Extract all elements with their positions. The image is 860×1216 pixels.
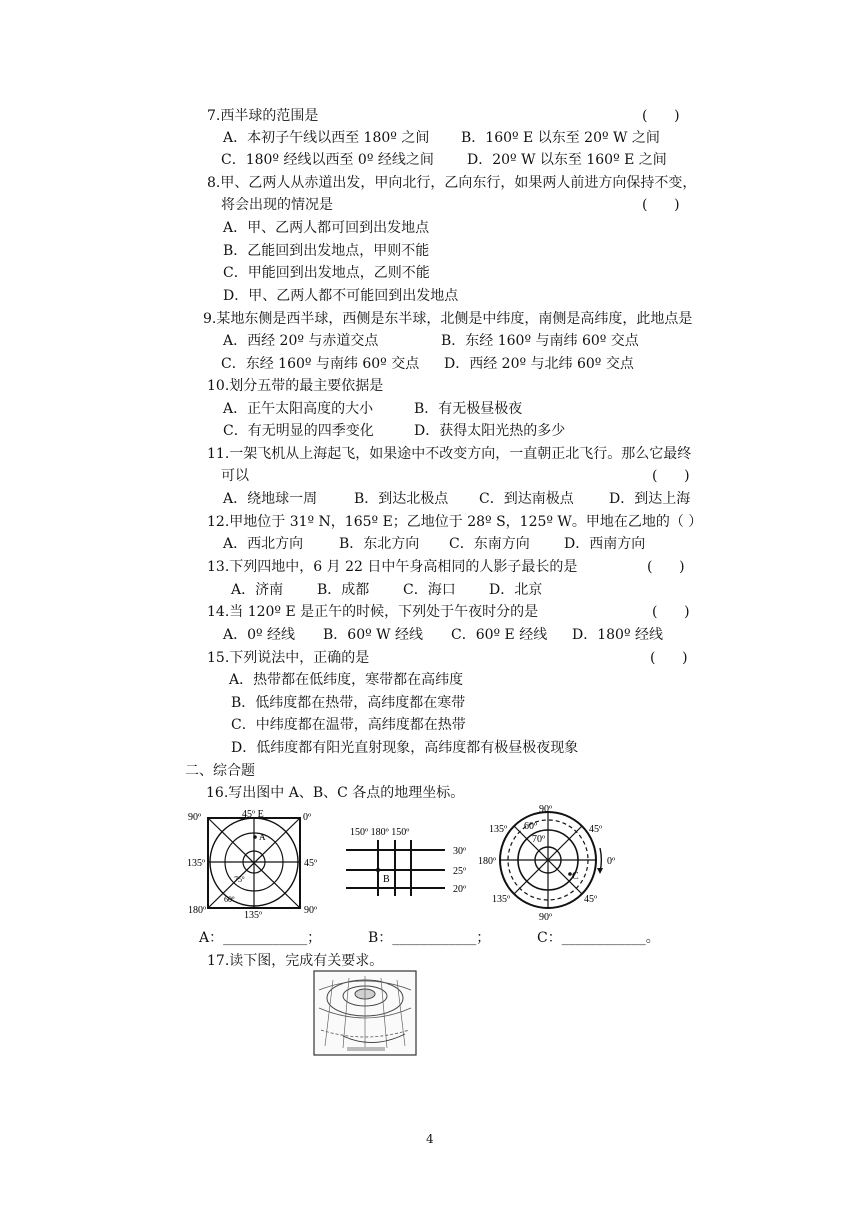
q13-option-d: D．北京 (489, 582, 543, 598)
q11-answer-paren[interactable]: ( ) (652, 468, 690, 484)
rotation-arrow-icon (597, 868, 603, 874)
q12-option-b: B．东北方向 (339, 536, 420, 552)
fig1-label-top: 45º E (242, 809, 264, 820)
q7-option-d: D．20º W 以东至 160º E 之间 (467, 152, 667, 168)
q16-answer-b[interactable]: B：____________； (368, 930, 491, 946)
q8-option-b: B．乙能回到出发地点，甲则不能 (223, 243, 430, 259)
point-b-dot (376, 868, 380, 872)
section-heading: 二、综合题 (185, 763, 255, 779)
q9-stem: 9.某地东侧是西半球，西侧是东半球，北侧是中纬度，南侧是高纬度，此地点是 (203, 311, 693, 327)
fig3-lat-70: 70º (532, 834, 546, 845)
fig3-label-top: 90º (539, 804, 553, 815)
q12-option-d: D．西南方向 (564, 536, 646, 552)
q11-stem-cont: 可以 (221, 468, 249, 484)
q10-stem: 10.划分五带的最主要依据是 (207, 378, 384, 394)
q11-option-c: C．到达南极点 (479, 491, 574, 507)
fig1-label-l: 135º (187, 858, 206, 869)
q11-stem: 11.一架飞机从上海起飞，如果途中不改变方向，一直朝正北飞行。那么它最终 (207, 446, 692, 462)
q13-option-b: B．成都 (317, 582, 370, 598)
q13-option-a: A．济南 (231, 582, 284, 598)
fig3-label-r: 0º (607, 856, 616, 867)
q17-figure-illumination-map (313, 970, 417, 1056)
fig3-label-bottom: 90º (539, 912, 553, 922)
fig3-label-l: 180º (478, 856, 497, 867)
fig1-lat-60: 60º (224, 895, 235, 904)
fig2-label-top: 150º 180º 150º (350, 827, 410, 838)
q10-option-d: D．获得太阳光热的多少 (414, 423, 566, 439)
q15-answer-paren[interactable]: ( ) (650, 650, 688, 666)
q16-answer-a[interactable]: A：____________； (199, 930, 322, 946)
fig1-label-bottom: 135º (244, 910, 263, 918)
q16-figure-polar-square (186, 806, 326, 918)
fig3-label-br: 45º (584, 894, 598, 905)
q14-stem: 14.当 120º E 是正午的时候，下列处于午夜时分的是 (207, 604, 539, 620)
q11-option-b: B．到达北极点 (354, 491, 449, 507)
q16-figure-grid (342, 824, 482, 896)
q8-option-d: D．甲、乙两人都不可能回到出发地点 (223, 288, 459, 304)
q9-option-a: A．西经 20º 与赤道交点 (223, 333, 379, 349)
q8-option-c: C．甲能回到出发地点，乙则不能 (223, 265, 430, 281)
fig3-label-tr: 45º (589, 824, 603, 835)
fig1-label-br: 90º (304, 905, 318, 916)
fig1-label-tl: 90º (188, 812, 202, 823)
fig1-label-bl: 180º (188, 905, 207, 916)
q9-option-d: D．西经 20º 与北纬 60º 交点 (444, 356, 634, 372)
q8-stem: 8.甲、乙两人从赤道出发，甲向北行，乙向东行，如果两人前进方向保持不变， (207, 175, 697, 191)
page-number: 4 (426, 1132, 434, 1146)
q7-option-a: A．本初子午线以西至 180º 之间 (223, 130, 430, 146)
q12-stem: 12.甲地位于 31º N，165º E；乙地位于 28º S，125º W。甲地在乙地的（ ） (207, 514, 703, 530)
q13-stem: 13.下列四地中，6 月 22 日中午身高相同的人影子最长的是 (207, 559, 578, 575)
q10-option-b: B．有无极昼极夜 (414, 401, 523, 417)
q7-stem: 7.西半球的范围是 (207, 108, 319, 124)
fig1-label-tr: 0º (303, 812, 312, 823)
q8-answer-paren[interactable]: ( ) (642, 197, 680, 213)
q16-figure-polar-circle (476, 802, 636, 922)
q10-option-c: C．有无明显的四季变化 (223, 423, 374, 439)
fig3-lat-60: 60º (524, 821, 538, 832)
q15-option-a: A．热带都在低纬度，寒带都在高纬度 (229, 672, 464, 688)
point-a-dot (253, 835, 257, 839)
fig3-label-tl: 135º (489, 824, 508, 835)
q15-stem: 15.下列说法中，正确的是 (207, 650, 370, 666)
fig2-label-25: 25º (453, 866, 467, 877)
q9-option-b: B．东经 160º 与南纬 60º 交点 (441, 333, 639, 349)
q17-stem: 17.读下图，完成有关要求。 (207, 953, 384, 969)
q8-stem-cont: 将会出现的情况是 (221, 197, 333, 213)
q14-option-c: C．60º E 经线 (451, 627, 548, 643)
fig2-point-b: B (383, 874, 390, 885)
fig1-label-r: 45º (304, 858, 318, 869)
fig1-lat-75: 75º (234, 875, 245, 884)
q14-option-a: A．0º 经线 (223, 627, 296, 643)
q13-answer-paren[interactable]: ( ) (647, 559, 685, 575)
q7-option-c: C．180º 经线以西至 0º 经线之间 (221, 152, 434, 168)
q15-option-d: D．低纬度都有阳光直射现象，高纬度都有极昼极夜现象 (231, 740, 579, 756)
q14-option-b: B．60º W 经线 (323, 627, 423, 643)
q15-option-c: C．中纬度都在温带，高纬度都在热带 (231, 717, 466, 733)
q9-option-c: C．东经 160º 与南纬 60º 交点 (221, 356, 420, 372)
q14-option-d: D．180º 经线 (572, 627, 663, 643)
fig2-label-30: 30º (453, 846, 467, 857)
q8-option-a: A．甲、乙两人都可回到出发地点 (223, 220, 430, 236)
q14-answer-paren[interactable]: ( ) (652, 604, 690, 620)
q7-option-b: B．160º E 以东至 20º W 之间 (461, 130, 660, 146)
q7-answer-paren[interactable]: ( ) (642, 108, 680, 124)
q10-option-a: A．正午太阳高度的大小 (223, 401, 374, 417)
q12-option-c: C．东南方向 (449, 536, 530, 552)
fig2-label-20: 20º (453, 884, 467, 895)
q15-option-b: B．低纬度都在热带，高纬度都在寒带 (231, 695, 466, 711)
q16-answer-c[interactable]: C：____________。 (537, 930, 660, 946)
fig3-label-bl: 135º (492, 894, 511, 905)
fig3-point-c: C (572, 871, 579, 882)
q16-stem: 16.写出图中 A、B、C 各点的地理坐标。 (206, 785, 465, 801)
q11-option-a: A．绕地球一周 (223, 491, 318, 507)
q11-option-d: D．到达上海 (609, 491, 691, 507)
fig1-point-a: A (259, 832, 266, 842)
q13-option-c: C．海口 (403, 582, 456, 598)
q12-option-a: A．西北方向 (223, 536, 304, 552)
